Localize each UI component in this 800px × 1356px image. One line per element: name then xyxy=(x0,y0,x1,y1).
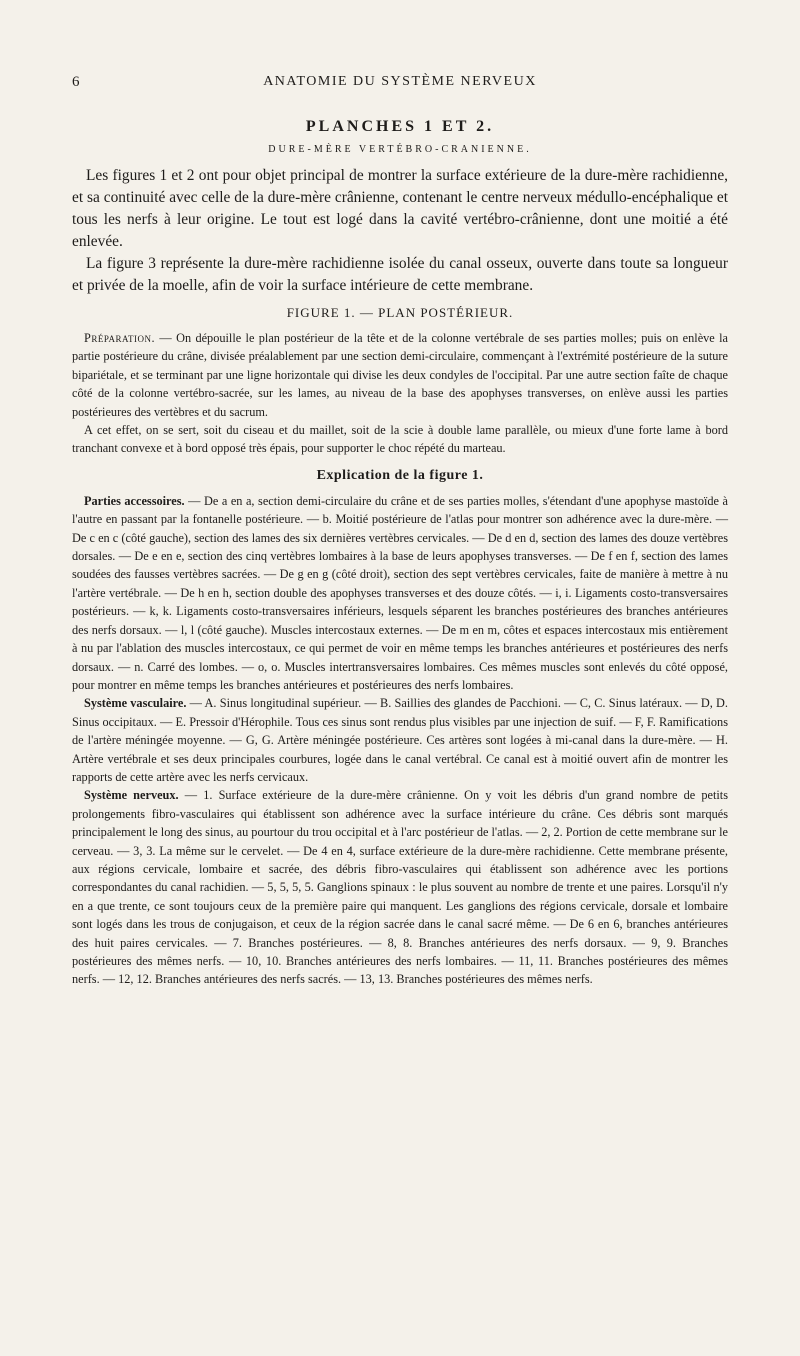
legend-vasculaire-text: — A. Sinus longitudinal supérieur. — B. Saillies des glandes de Pacchioni. — C, C. Sinus latéraux. — D, D. Sinus occipitaux. — E. Pressoir d'Hérophile. Tous ces sinus sont rendus plus visibles par une injection de suif. — F, F. Ramifications de l'artère méningée moyenne. — G, G. Artère méningée postérieure. Ces artères sont logées à mi-canal dans la dure-mère. — H. Artère vertébrale et ses deux principales courbures, logée dans le canal vertébral. Ce canal est à moitié ouvert afin de montrer les rapports de cette artère avec les nerfs cervicaux. xyxy=(72,696,728,784)
intro-paragraph-1: Les figures 1 et 2 ont pour objet principal de montrer la surface extérieure de la dure-mère rachidienne, et sa continuité avec celle de la dure-mère crânienne, contenant le centre nerveux médullo-encéphalique et tous les nerfs à leur origine. Le tout est logé dans la cavité vertébro-crânienne, dont une moitié a été enlevée. xyxy=(72,167,728,250)
figure-legend xyxy=(72,492,728,989)
page-number: 6 xyxy=(72,74,80,90)
intro-paragraph-2: La figure 3 représente la dure-mère rachidienne isolée du canal osseux, ouverte dans toute sa longueur et privée de la moelle, afin de voir la surface intérieure de cette membrane. xyxy=(72,255,728,294)
running-title: ANATOMIE DU SYSTÈME NERVEUX xyxy=(263,74,537,89)
legend-vasculaire-label: Système vasculaire. xyxy=(84,696,187,711)
legend-accessoires-label: Parties accessoires. xyxy=(84,493,185,508)
explanation-heading: Explication de la figure 1. xyxy=(316,467,484,483)
preparation-paragraph-2: A cet effet, on se sert, soit du ciseau et du maillet, soit de la scie à double lame parallèle, ou mieux d'une forte lame à bord tranchant convexe et à bord opposé très épais, pour supporter le choc répété du marteau. xyxy=(72,423,728,456)
legend-accessoires xyxy=(72,492,728,694)
plate-title: PLANCHES 1 ET 2. xyxy=(305,118,495,135)
legend-nerveux-label: Système nerveux. xyxy=(84,788,179,803)
figure-heading: FIGURE 1. — PLAN POSTÉRIEUR. xyxy=(286,305,514,320)
plate-subtitle: DURE-MÈRE VERTÉBRO-CRANIENNE. xyxy=(268,144,532,155)
intro-text xyxy=(72,165,728,297)
preparation-text-1: — On dépouille le plan postérieur de la tête et de la colonne vertébrale de ses parties molles; puis on enlève la partie postérieure du crâne, divisée préalablement par une section demi-circulaire, commençant à l'extrémité postérieure de la suture bipariétale, et se terminant par une ligne horizontale qui divise les deux condyles de l'occipital. Par une autre section faîte de chaque côté de la colonne vertébro-sacrée, sur les lames, au niveau de la base des apophyses transverses, on enlève aussi les parties postérieures des vertèbres et du sacrum. xyxy=(72,331,728,419)
book-page xyxy=(0,74,800,1356)
preparation-label: Préparation. xyxy=(84,331,156,345)
preparation-section xyxy=(72,329,728,458)
preparation-paragraph-1 xyxy=(72,329,728,421)
legend-nerveux xyxy=(72,786,728,988)
legend-vasculaire xyxy=(72,694,728,786)
legend-nerveux-text: — 1. Surface extérieure de la dure-mère crânienne. On y voit les débris d'un grand nombre de petits prolongements fibro-vasculaires qui établissent son adhérence avec la surface intérieure du crâne. Ces débris sont marqués principalement le long des sinus, au pourtour du trou occipital et à l'arc postérieur de l'atlas. — 2, 2. Portion de cette membrane sur le cerveau. — 3, 3. La même sur le cervelet. — De 4 en 4, surface extérieure de la dure-mère rachidienne. Cette membrane présente, aux régions cervicale, lombaire et sacrée, des débris fibro-vasculaires qui établissent son adhérence avec les portions correspondantes du canal rachidien. — 5, 5, 5, 5. Ganglions spinaux : le plus souvent au nombre de trente et une paires. Lorsqu'il n'y en a que trente, ce sont toujours ceux de la première paire qui manquent. Les ganglions des régions cervicale, dorsale et lombaire sont logés dans les trous de conjugaison, et ceux de la région sacrée dans le canal sacré même. — De 6 en 6, branches antérieures des huit paires cervicales. — 7. Branches postérieures. — 8, 8. Branches antérieures des nerfs dorsaux. — 9, 9. Branches postérieures des mêmes nerfs. — 10, 10. Branches antérieures des nerfs lombaires. — 11, 11. Branches postérieures des mêmes nerfs. — 12, 12. Branches antérieures des nerfs sacrés. — 13, 13. Branches postérieures des mêmes nerfs. xyxy=(72,788,728,987)
page-header xyxy=(72,74,728,104)
legend-accessoires-text: — De a en a, section demi-circulaire du crâne et de ses parties molles, s'étendant d'une apophyse mastoïde à l'autre en passant par la fontanelle postérieure. — b. Moitié postérieure de l'atlas pour montrer son adhérence avec la dure-mère. — De c en c (côté gauche), section des lames des six dernières vertèbres cervicales. — De d en d, section des lames des douze vertèbres dorsales. — De e en e, section des cinq vertèbres lombaires à la base de leurs apophyses transverses. — De f en f, section des lames soudées des fausses vertèbres sacrées. — De g en g (côté droit), section des sept vertèbres cervicales, faite de manière à mettre à nu l'artère vertébrale. — De h en h, section double des apophyses transverses et des douze côtés. — i, i. Ligaments costo-transversaires postérieurs. — k, k. Ligaments costo-transversaires inférieurs, lesquels séparent les branches postérieures des branches antérieures des nerfs dorsaux. — l, l (côté gauche). Muscles intercostaux externes. — De m en m, côtes et espaces intercostaux mis entièrement à nu par l'ablation des muscles intercostaux, ce qui permet de voir en même temps les branches antérieures et postérieures des nerfs dorsaux. — n. Carré des lombes. — o, o. Muscles intertransversaires lombaires. Ces mêmes muscles sont enlevés du côté opposé, pour montrer en même temps les branches antérieures et postérieures des nerfs lombaires. xyxy=(72,493,728,692)
